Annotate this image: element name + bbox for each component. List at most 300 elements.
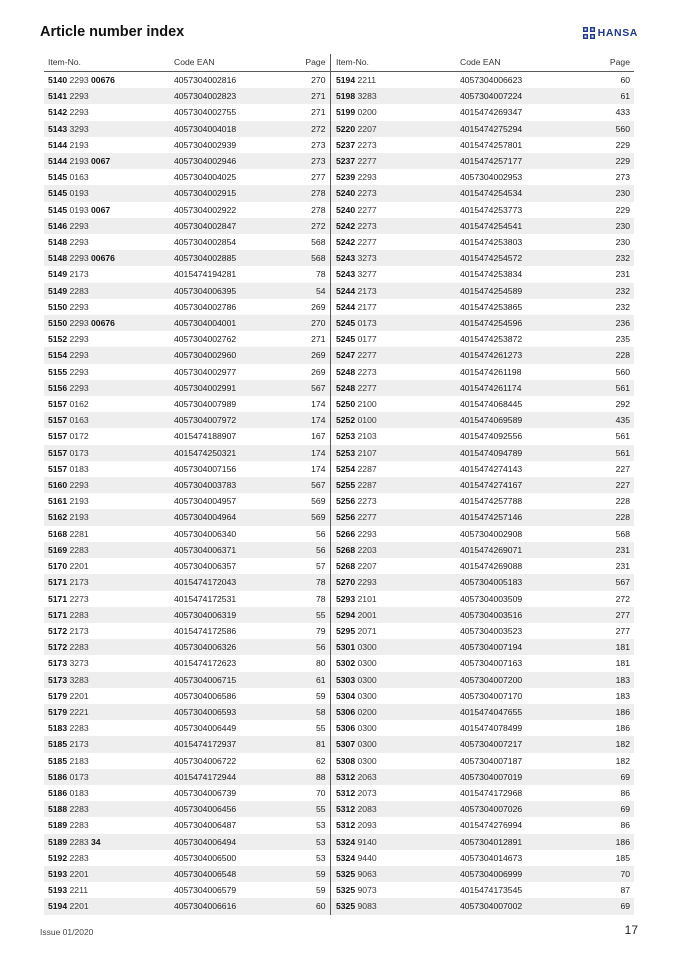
item-variant-number: 2273 xyxy=(69,593,89,604)
item-variant-number: 0177 xyxy=(357,334,377,345)
item-variant-number: 0200 xyxy=(357,107,377,118)
item-number-cell xyxy=(330,850,456,866)
page-cell: 433 xyxy=(615,107,630,118)
item-number-cell xyxy=(330,315,456,331)
ean-code-cell: 4057304007200 xyxy=(456,672,592,688)
ean-code-cell: 4057304006722 xyxy=(174,755,237,766)
item-base-number: 5325 xyxy=(336,885,356,896)
ean-code-cell: 4057304006326 xyxy=(170,639,288,655)
item-number-cell xyxy=(44,688,170,704)
item-base-number: 5189 xyxy=(48,820,68,831)
ean-code-cell: 4057304007187 xyxy=(460,755,523,766)
table-row xyxy=(44,299,634,315)
item-variant-number: 2287 xyxy=(357,463,377,474)
item-number-cell xyxy=(330,299,456,315)
item-base-number: 5244 xyxy=(336,301,356,312)
item-number-cell xyxy=(44,817,170,833)
item-base-number: 5248 xyxy=(336,382,356,393)
item-number-cell xyxy=(44,898,170,914)
item-number-cell xyxy=(330,428,456,444)
item-variant-number: 9140 xyxy=(357,836,377,847)
page-cell: 568 xyxy=(288,234,330,250)
item-number-cell xyxy=(330,542,456,558)
item-variant-number: 9083 xyxy=(357,901,377,912)
page-cell: 273 xyxy=(288,153,330,169)
item-variant-number: 2277 xyxy=(357,237,377,248)
item-number-cell xyxy=(44,769,170,785)
table-row xyxy=(44,412,634,428)
page-cell: 435 xyxy=(592,412,634,428)
page-cell: 78 xyxy=(288,266,330,282)
page-cell: 182 xyxy=(615,755,630,766)
item-number-cell xyxy=(330,331,456,347)
item-number-cell xyxy=(44,137,170,153)
item-variant-number: 2293 xyxy=(69,220,89,231)
item-number-cell xyxy=(44,509,170,525)
table-row xyxy=(44,801,634,817)
item-base-number: 5198 xyxy=(336,91,356,102)
ean-code-cell: 4057304002977 xyxy=(174,366,237,377)
item-variant-number: 2283 xyxy=(69,804,89,815)
item-number-cell xyxy=(330,785,456,801)
page-cell: 181 xyxy=(592,639,634,655)
item-number-cell xyxy=(44,202,170,218)
ean-code-cell: 4057304006593 xyxy=(170,704,288,720)
item-variant-number: 2173 xyxy=(69,269,89,280)
item-base-number: 5144 xyxy=(48,156,68,167)
table-row xyxy=(44,396,634,412)
ean-code-cell: 4015474261273 xyxy=(456,347,592,363)
item-base-number: 5173 xyxy=(48,674,68,685)
item-variant-number: 0183 xyxy=(69,787,89,798)
item-variant-number: 2293 xyxy=(69,75,89,85)
ean-code-cell: 4015474269088 xyxy=(460,561,523,572)
item-base-number: 5157 xyxy=(48,399,68,410)
page-cell: 271 xyxy=(288,331,330,347)
item-base-number: 5179 xyxy=(48,706,68,717)
item-number-cell xyxy=(330,655,456,671)
item-base-number: 5312 xyxy=(336,771,356,782)
table-row xyxy=(44,283,634,299)
page-cell: 55 xyxy=(288,801,330,817)
item-variant-number: 2103 xyxy=(357,431,377,442)
page-cell: 174 xyxy=(288,445,330,461)
page-cell: 185 xyxy=(615,852,630,863)
item-variant-number: 2293 xyxy=(69,334,89,345)
table-row xyxy=(44,234,634,250)
item-base-number: 5194 xyxy=(48,901,68,912)
item-base-number: 5312 xyxy=(336,787,356,798)
page-cell: 229 xyxy=(615,139,630,150)
item-number-cell xyxy=(44,299,170,315)
item-number-cell xyxy=(330,347,456,363)
item-variant-number: 0300 xyxy=(357,723,377,734)
ean-code-cell: 4057304002922 xyxy=(174,204,237,215)
page-cell: 277 xyxy=(615,625,630,636)
table-row xyxy=(44,137,634,153)
table-row xyxy=(44,639,634,655)
item-variant-number: 2293 xyxy=(357,528,377,539)
item-variant-number: 2283 xyxy=(69,852,89,863)
page-cell: 60 xyxy=(288,898,330,914)
ean-code-cell: 4015474269347 xyxy=(460,107,523,118)
item-variant-number: 2273 xyxy=(357,188,377,199)
item-variant-number: 0300 xyxy=(357,739,377,750)
item-suffix-number: 00676 xyxy=(91,75,115,85)
item-variant-number: 2207 xyxy=(357,561,377,572)
item-base-number: 5268 xyxy=(336,561,356,572)
item-base-number: 5183 xyxy=(48,723,68,734)
header-page-right: Page xyxy=(592,54,634,72)
ean-code-cell: 4057304002885 xyxy=(170,250,288,266)
table-row xyxy=(44,753,634,769)
ean-code-cell: 4057304007163 xyxy=(460,658,523,669)
ean-code-cell: 4015474257788 xyxy=(460,496,523,507)
item-number-cell xyxy=(44,542,170,558)
ean-code-cell: 4057304002915 xyxy=(170,185,288,201)
item-base-number: 5237 xyxy=(336,156,356,167)
item-base-number: 5242 xyxy=(336,220,356,231)
item-variant-number: 2283 xyxy=(69,723,89,734)
ean-code-cell: 4015474047655 xyxy=(456,704,592,720)
page-cell: 78 xyxy=(288,591,330,607)
item-number-cell xyxy=(330,202,456,218)
item-number-cell xyxy=(44,266,170,282)
item-variant-number: 2283 xyxy=(69,285,89,296)
item-variant-number: 2177 xyxy=(357,301,377,312)
table-row xyxy=(44,185,634,201)
ean-code-cell: 4057304006616 xyxy=(170,898,288,914)
page-cell: 59 xyxy=(288,866,330,882)
page-cell: 269 xyxy=(288,347,330,363)
item-base-number: 5312 xyxy=(336,820,356,831)
item-variant-number: 2100 xyxy=(357,399,377,410)
ean-code-cell: 4057304006548 xyxy=(170,866,288,882)
item-number-cell xyxy=(330,817,456,833)
item-number-cell xyxy=(330,834,456,850)
item-number-cell xyxy=(330,477,456,493)
item-number-cell xyxy=(330,218,456,234)
page-cell: 569 xyxy=(288,493,330,509)
table-row xyxy=(44,315,634,331)
item-number-cell xyxy=(330,104,456,120)
page-cell: 186 xyxy=(592,704,634,720)
item-base-number: 5179 xyxy=(48,690,68,701)
ean-code-cell: 4057304006586 xyxy=(174,690,237,701)
item-variant-number: 2173 xyxy=(357,285,377,296)
page-cell: 55 xyxy=(288,607,330,623)
page-cell: 567 xyxy=(288,477,330,493)
item-number-cell xyxy=(330,169,456,185)
page-cell: 229 xyxy=(615,204,630,215)
table-row xyxy=(44,882,634,898)
item-number-cell xyxy=(330,688,456,704)
ean-code-cell: 4057304006319 xyxy=(170,607,288,623)
ean-code-cell: 4015474172043 xyxy=(170,574,288,590)
page-cell: 228 xyxy=(592,509,634,525)
page-cell: 70 xyxy=(288,785,330,801)
item-base-number: 5146 xyxy=(48,220,68,231)
item-variant-number: 2201 xyxy=(69,868,89,879)
ean-code-cell: 4057304002908 xyxy=(460,528,523,539)
item-base-number: 5220 xyxy=(336,123,356,134)
item-base-number: 5169 xyxy=(48,544,68,555)
header-ean-right: Code EAN xyxy=(456,54,592,72)
page-cell: 561 xyxy=(615,431,630,442)
item-base-number: 5199 xyxy=(336,107,356,118)
item-variant-number: 2173 xyxy=(69,739,89,750)
table-row xyxy=(44,623,634,639)
ean-code-cell: 4015474094789 xyxy=(456,445,592,461)
item-variant-number: 2063 xyxy=(357,771,377,782)
item-base-number: 5161 xyxy=(48,496,68,507)
item-variant-number: 3273 xyxy=(357,253,377,264)
table-row xyxy=(44,769,634,785)
item-base-number: 5172 xyxy=(48,625,68,636)
ean-code-cell: 4057304006999 xyxy=(456,866,592,882)
item-variant-number: 2211 xyxy=(357,75,376,85)
item-variant-number: 2173 xyxy=(69,625,89,636)
item-variant-number: 2201 xyxy=(69,901,89,912)
item-number-cell xyxy=(330,72,456,89)
ean-code-cell: 4015474172531 xyxy=(174,593,237,604)
item-number-cell xyxy=(44,704,170,720)
item-number-cell xyxy=(44,234,170,250)
item-number-cell xyxy=(44,477,170,493)
page-cell: 186 xyxy=(615,723,630,734)
ean-code-cell: 4057304002991 xyxy=(170,380,288,396)
ean-code-cell: 4015474275294 xyxy=(456,121,592,137)
item-base-number: 5192 xyxy=(48,852,68,863)
ean-code-cell: 4015474253834 xyxy=(460,269,523,280)
page-cell: 229 xyxy=(592,153,634,169)
item-variant-number: 0163 xyxy=(69,415,89,426)
ean-code-cell: 4057304007972 xyxy=(170,412,288,428)
item-number-cell xyxy=(330,558,456,574)
item-variant-number: 2093 xyxy=(357,820,377,831)
item-base-number: 5324 xyxy=(336,852,356,863)
item-variant-number: 9073 xyxy=(357,885,377,896)
page-cell: 561 xyxy=(592,380,634,396)
item-base-number: 5301 xyxy=(336,642,356,653)
item-number-cell xyxy=(44,121,170,137)
item-number-cell xyxy=(330,736,456,752)
item-base-number: 5324 xyxy=(336,836,356,847)
item-number-cell xyxy=(44,104,170,120)
ean-code-cell: 4015474257146 xyxy=(456,509,592,525)
item-number-cell xyxy=(44,364,170,380)
item-number-cell xyxy=(44,72,170,89)
item-number-cell xyxy=(330,591,456,607)
item-base-number: 5240 xyxy=(336,204,356,215)
ean-code-cell: 4015474269071 xyxy=(456,542,592,558)
ean-code-cell: 4057304006371 xyxy=(170,542,288,558)
page-cell: 183 xyxy=(592,672,634,688)
item-number-cell xyxy=(44,526,170,542)
item-base-number: 5245 xyxy=(336,318,356,329)
table-body xyxy=(44,72,634,915)
item-number-cell xyxy=(330,639,456,655)
item-variant-number: 2293 xyxy=(69,301,89,312)
item-variant-number: 2083 xyxy=(357,804,377,815)
item-number-cell xyxy=(330,509,456,525)
item-base-number: 5244 xyxy=(336,285,356,296)
item-variant-number: 0173 xyxy=(357,318,377,329)
item-base-number: 5168 xyxy=(48,528,68,539)
table-row xyxy=(44,704,634,720)
ean-code-cell: 4015474276994 xyxy=(460,820,523,831)
ean-code-cell: 4015474254572 xyxy=(456,250,592,266)
item-base-number: 5303 xyxy=(336,674,356,685)
item-number-cell xyxy=(44,607,170,623)
ean-code-cell: 4015474172968 xyxy=(460,787,523,798)
ean-code-cell: 4057304007002 xyxy=(456,898,592,914)
page-cell: 236 xyxy=(592,315,634,331)
page-cell: 568 xyxy=(288,250,330,266)
item-number-cell xyxy=(330,250,456,266)
ean-code-cell: 4015474172586 xyxy=(174,625,237,636)
item-variant-number: 2283 xyxy=(69,609,89,620)
page-cell: 278 xyxy=(288,185,330,201)
ean-code-cell: 4057304012891 xyxy=(456,834,592,850)
item-number-cell xyxy=(44,850,170,866)
page-cell: 231 xyxy=(592,542,634,558)
page-cell: 174 xyxy=(288,461,330,477)
table-row xyxy=(44,380,634,396)
table-row xyxy=(44,834,634,850)
page-cell: 55 xyxy=(288,720,330,736)
item-suffix-number: 00676 xyxy=(91,253,115,264)
item-variant-number: 2071 xyxy=(357,625,377,636)
ean-code-cell: 4015474253803 xyxy=(460,237,523,248)
page-cell: 227 xyxy=(592,477,634,493)
table-row xyxy=(44,688,634,704)
item-variant-number: 2293 xyxy=(357,172,377,183)
item-base-number: 5157 xyxy=(48,463,68,474)
item-number-cell xyxy=(44,591,170,607)
item-base-number: 5148 xyxy=(48,237,68,248)
item-base-number: 5185 xyxy=(48,739,68,750)
table-row xyxy=(44,428,634,444)
item-base-number: 5242 xyxy=(336,237,356,248)
item-variant-number: 2273 xyxy=(357,220,377,231)
ean-code-cell: 4015474261174 xyxy=(456,380,592,396)
ean-code-cell: 4057304002847 xyxy=(170,218,288,234)
ean-code-cell: 4015474172937 xyxy=(170,736,288,752)
item-base-number: 5157 xyxy=(48,431,68,442)
ean-code-cell: 4015474172944 xyxy=(170,769,288,785)
page-cell: 270 xyxy=(288,315,330,331)
item-number-cell xyxy=(44,88,170,104)
item-variant-number: 2277 xyxy=(357,156,377,167)
page-cell: 59 xyxy=(288,882,330,898)
ean-code-cell: 4015474257801 xyxy=(460,139,523,150)
ean-code-cell: 4057304007019 xyxy=(456,769,592,785)
ean-code-cell: 4057304004957 xyxy=(174,496,237,507)
item-variant-number: 2193 xyxy=(69,139,89,150)
page-cell: 560 xyxy=(592,121,634,137)
ean-code-cell: 4015474254596 xyxy=(456,315,592,331)
ean-code-cell: 4057304003523 xyxy=(460,625,523,636)
table-row xyxy=(44,898,634,914)
item-number-cell xyxy=(44,445,170,461)
page-cell: 560 xyxy=(615,366,630,377)
item-number-cell xyxy=(44,639,170,655)
page-cell: 57 xyxy=(288,558,330,574)
article-number-index-table xyxy=(44,54,634,915)
item-base-number: 5160 xyxy=(48,480,68,491)
page-cell: 231 xyxy=(615,561,630,572)
table-row xyxy=(44,720,634,736)
page-cell: 292 xyxy=(615,399,630,410)
item-base-number: 5171 xyxy=(48,593,68,604)
ean-code-cell: 4015474261198 xyxy=(460,366,522,377)
item-base-number: 5270 xyxy=(336,577,356,588)
table-row xyxy=(44,121,634,137)
hansa-logo xyxy=(583,27,638,39)
page-cell: 235 xyxy=(615,334,630,345)
item-number-cell xyxy=(330,672,456,688)
item-number-cell xyxy=(330,234,456,250)
ean-code-cell: 4057304005183 xyxy=(456,574,592,590)
item-variant-number: 2293 xyxy=(69,382,89,393)
item-base-number: 5194 xyxy=(336,75,356,85)
item-base-number: 5250 xyxy=(336,399,356,410)
item-base-number: 5302 xyxy=(336,658,356,669)
item-variant-number: 9440 xyxy=(357,852,377,863)
logo-text: HANSA xyxy=(597,27,638,39)
page-cell: 69 xyxy=(592,801,634,817)
page-cell: 56 xyxy=(288,526,330,542)
item-number-cell xyxy=(330,364,456,380)
item-number-cell xyxy=(330,185,456,201)
page-cell: 272 xyxy=(288,218,330,234)
table-row xyxy=(44,72,634,89)
table-row xyxy=(44,509,634,525)
item-variant-number: 2277 xyxy=(357,382,377,393)
item-base-number: 5256 xyxy=(336,512,356,523)
item-number-cell xyxy=(330,445,456,461)
item-number-cell xyxy=(44,493,170,509)
item-base-number: 5172 xyxy=(48,642,68,653)
item-variant-number: 2183 xyxy=(69,755,89,766)
ean-code-cell: 4015474078499 xyxy=(460,723,523,734)
ean-code-cell: 4057304014673 xyxy=(460,852,523,863)
item-variant-number: 2203 xyxy=(357,544,377,555)
item-number-cell xyxy=(44,283,170,299)
table-row xyxy=(44,526,634,542)
item-base-number: 5312 xyxy=(336,804,356,815)
ean-code-cell: 4015474274143 xyxy=(460,463,523,474)
item-variant-number: 3277 xyxy=(357,269,377,280)
page-cell: 230 xyxy=(592,218,634,234)
item-variant-number: 2101 xyxy=(357,593,377,604)
item-base-number: 5325 xyxy=(336,901,356,912)
item-variant-number: 9063 xyxy=(357,868,377,879)
page-cell: 88 xyxy=(288,769,330,785)
ean-code-cell: 4015474257177 xyxy=(456,153,592,169)
ean-code-cell: 4057304006494 xyxy=(170,834,288,850)
table-row xyxy=(44,574,634,590)
item-number-cell xyxy=(44,461,170,477)
item-number-cell xyxy=(330,801,456,817)
item-number-cell xyxy=(330,121,456,137)
page-cell: 56 xyxy=(288,639,330,655)
page-cell: 56 xyxy=(288,542,330,558)
item-variant-number: 2281 xyxy=(69,528,89,539)
item-base-number: 5149 xyxy=(48,285,68,296)
item-number-cell xyxy=(330,153,456,169)
